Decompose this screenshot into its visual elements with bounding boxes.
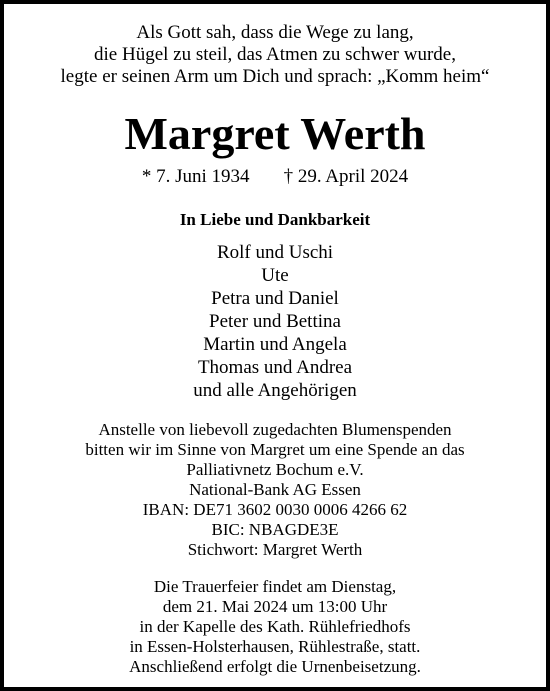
poem-line: Als Gott sah, dass die Wege zu lang, (136, 22, 414, 43)
mourner-line: Rolf und Uschi (216, 242, 334, 263)
funeral-line: in Essen-Holsterhausen, Rühlestraße, statt. (129, 637, 421, 656)
mourner-line: Petra und Daniel (211, 288, 339, 309)
mourner-line: Martin und Angela (203, 334, 347, 355)
dedication-heading: In Liebe und Dankbarkeit (179, 210, 371, 229)
donation-request (8, 420, 542, 560)
funeral-line: in der Kapelle des Kath. Rühlefriedhofs (139, 617, 411, 636)
donation-keyword: Stichwort: Margret Werth (187, 540, 363, 559)
poem-line: die Hügel zu steil, das Atmen zu schwer wurde, (94, 44, 456, 65)
bank-name: National-Bank AG Essen (189, 480, 361, 499)
mourner-line: Peter und Bettina (209, 311, 341, 332)
mourner-line: Ute (261, 265, 289, 286)
funeral-line: Die Trauerfeier findet am Dienstag, (153, 577, 397, 596)
funeral-line: dem 21. Mai 2024 um 13:00 Uhr (162, 597, 388, 616)
donation-line: Anstelle von liebevoll zugedachten Blumenspenden (98, 420, 452, 439)
life-dates (8, 166, 542, 188)
poem-verse (8, 22, 542, 88)
iban: IBAN: DE71 3602 0030 0006 4266 62 (142, 500, 408, 519)
donation-line: bitten wir im Sinne von Margret um eine Spende an das (85, 440, 465, 459)
deceased-name: Margret Werth (124, 108, 426, 159)
poem-line: legte er seinen Arm um Dich und sprach: „Komm heim“ (60, 66, 490, 87)
mourner-line: und alle Angehörigen (193, 380, 357, 401)
funeral-line: Anschließend erfolgt die Urnenbeisetzung. (129, 657, 421, 676)
mourner-line: Thomas und Andrea (197, 357, 353, 378)
donation-line: Palliativnetz Bochum e.V. (186, 460, 364, 479)
bic: BIC: NBAGDE3E (211, 520, 339, 539)
mourners-list (8, 241, 542, 402)
death-date: † 29. April 2024 (283, 166, 409, 187)
birth-date: * 7. Juni 1934 (141, 166, 250, 187)
funeral-details (8, 577, 542, 677)
